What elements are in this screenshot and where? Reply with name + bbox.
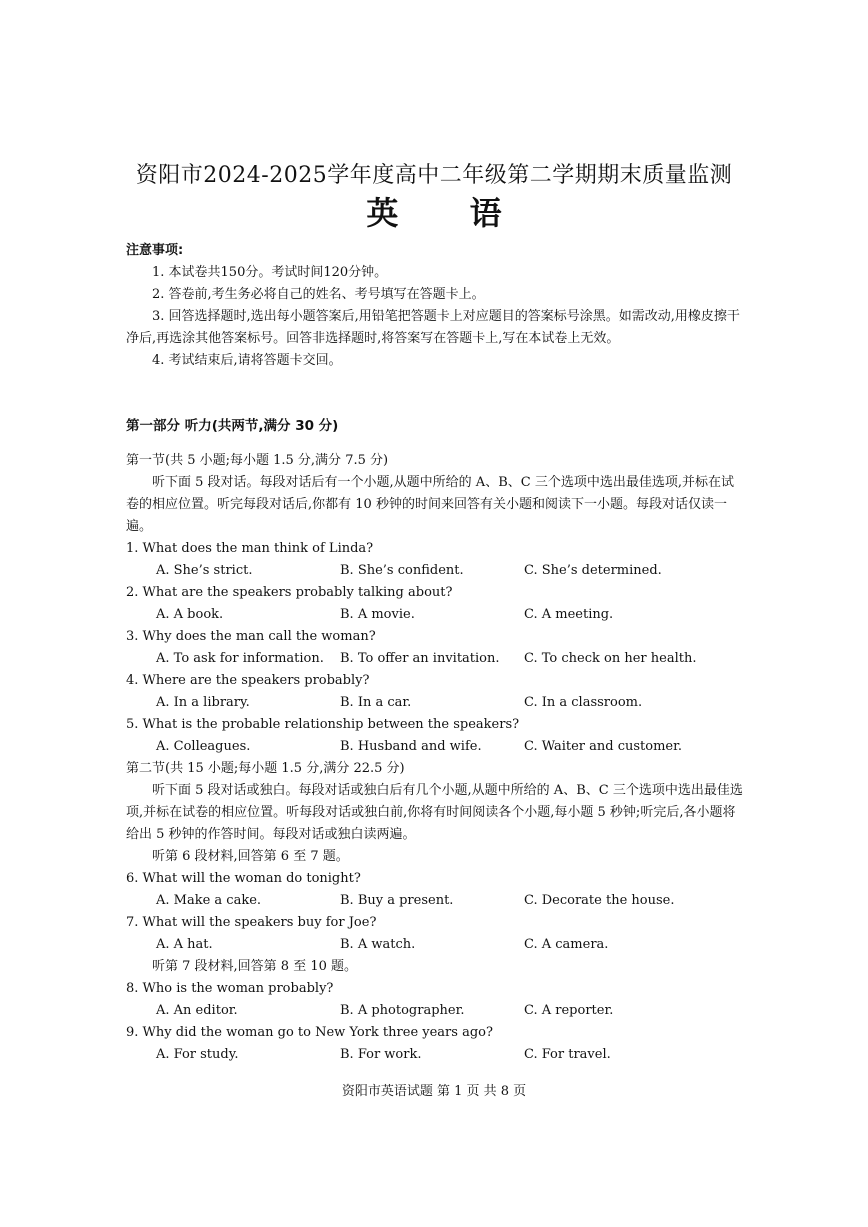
option-a: A. An editor. (156, 1003, 238, 1018)
question-4 (126, 670, 746, 714)
material-6-note: 听第 6 段材料,回答第 6 至 7 题。 (152, 849, 349, 864)
option-c: C. To check on her health. (524, 651, 697, 666)
question-9 (126, 1022, 746, 1066)
option-b: B. Buy a present. (340, 893, 454, 908)
notice-list (126, 262, 746, 372)
question-8 (126, 978, 746, 1022)
option-a: A. Make a cake. (156, 893, 262, 908)
exam-title: 资阳市2024-2025学年度高中二年级第二学期期末质量监测 (135, 163, 733, 188)
option-c: C. Waiter and customer. (524, 739, 683, 754)
question-5 (126, 714, 746, 758)
option-b: B. Husband and wife. (340, 739, 482, 754)
question-stem: 7. What will the speakers buy for Joe? (126, 915, 377, 930)
option-a: A. She’s strict. (156, 563, 253, 578)
section1-instructions: 听下面 5 段对话。每段对话后有一个小题,从题中所给的 A、B、C 三个选项中选出最佳选项,并标在试卷的相应位置。听完每段对话后,你都有 10 秒钟的时间来回答有关小题和阅读下一小题。每段对话仅读一遍。 (126, 475, 734, 534)
option-a: A. In a library. (156, 695, 250, 710)
option-b: B. A watch. (340, 937, 416, 952)
section2 (126, 758, 746, 868)
option-b: B. To offer an invitation. (340, 651, 500, 666)
option-b: B. A photographer. (340, 1003, 465, 1018)
option-a: A. A book. (156, 607, 224, 622)
notice-item: 2. 答卷前,考生务必将自己的姓名、考号填写在答题卡上。 (152, 287, 485, 302)
question-stem: 5. What is the probable relationship between the speakers? (126, 717, 520, 732)
option-c: C. For travel. (524, 1047, 611, 1062)
notice-heading: 注意事项: (126, 243, 184, 258)
option-c: C. A reporter. (524, 1003, 614, 1018)
question-2 (126, 582, 746, 626)
question-7 (126, 912, 746, 956)
option-b: B. In a car. (340, 695, 412, 710)
option-a: A. Colleagues. (156, 739, 251, 754)
option-b: B. A movie. (340, 607, 415, 622)
question-6 (126, 868, 746, 912)
question-1 (126, 538, 746, 582)
question-stem: 6. What will the woman do tonight? (126, 871, 361, 886)
notice-item: 3. 回答选择题时,选出每小题答案后,用铅笔把答题卡上对应题目的答案标号涂黑。如需改动,用橡皮擦干净后,再选涂其他答案标号。回答非选择题时,将答案写在答题卡上,写在本试卷上无效。 (126, 309, 740, 346)
section1-heading: 第一节(共 5 小题;每小题 1.5 分,满分 7.5 分) (126, 453, 389, 468)
question-stem: 2. What are the speakers probably talking about? (126, 585, 453, 600)
option-b: B. She’s confident. (340, 563, 464, 578)
question-stem: 9. Why did the woman go to New York three years ago? (126, 1025, 493, 1040)
subject-title: 英 语 (366, 194, 532, 232)
material-7 (126, 956, 746, 978)
page-footer: 资阳市英语试题 第 1 页 共 8 页 (341, 1084, 527, 1099)
part1-heading: 第一部分 听力(共两节,满分 30 分) (126, 418, 339, 434)
section1 (126, 450, 746, 538)
question-stem: 8. Who is the woman probably? (126, 981, 334, 996)
material-7-note: 听第 7 段材料,回答第 8 至 10 题。 (152, 959, 358, 974)
option-c: C. In a classroom. (524, 695, 643, 710)
section2-instructions: 听下面 5 段对话或独白。每段对话或独白后有几个小题,从题中所给的 A、B、C 三个选项中选出最佳选项,并标在试卷的相应位置。听每段对话或独白前,你将有时间阅读各个小题,每小题 5 秒钟;听完后,各小题将给出 5 秒钟的作答时间。每段对话或独白读两遍。 (126, 783, 743, 842)
question-stem: 1. What does the man think of Linda? (126, 541, 374, 556)
option-c: C. A meeting. (524, 607, 614, 622)
option-c: C. Decorate the house. (524, 893, 675, 908)
section2-heading: 第二节(共 15 小题;每小题 1.5 分,满分 22.5 分) (126, 761, 405, 776)
question-3 (126, 626, 746, 670)
option-b: B. For work. (340, 1047, 422, 1062)
option-a: A. To ask for information. (156, 651, 324, 666)
option-a: A. For study. (156, 1047, 239, 1062)
option-c: C. A camera. (524, 937, 609, 952)
option-c: C. She’s determined. (524, 563, 662, 578)
question-stem: 3. Why does the man call the woman? (126, 629, 376, 644)
option-a: A. A hat. (156, 937, 213, 952)
notice-item: 1. 本试卷共150分。考试时间120分钟。 (152, 265, 388, 280)
notice-item: 4. 考试结束后,请将答题卡交回。 (152, 353, 342, 368)
question-stem: 4. Where are the speakers probably? (126, 673, 370, 688)
